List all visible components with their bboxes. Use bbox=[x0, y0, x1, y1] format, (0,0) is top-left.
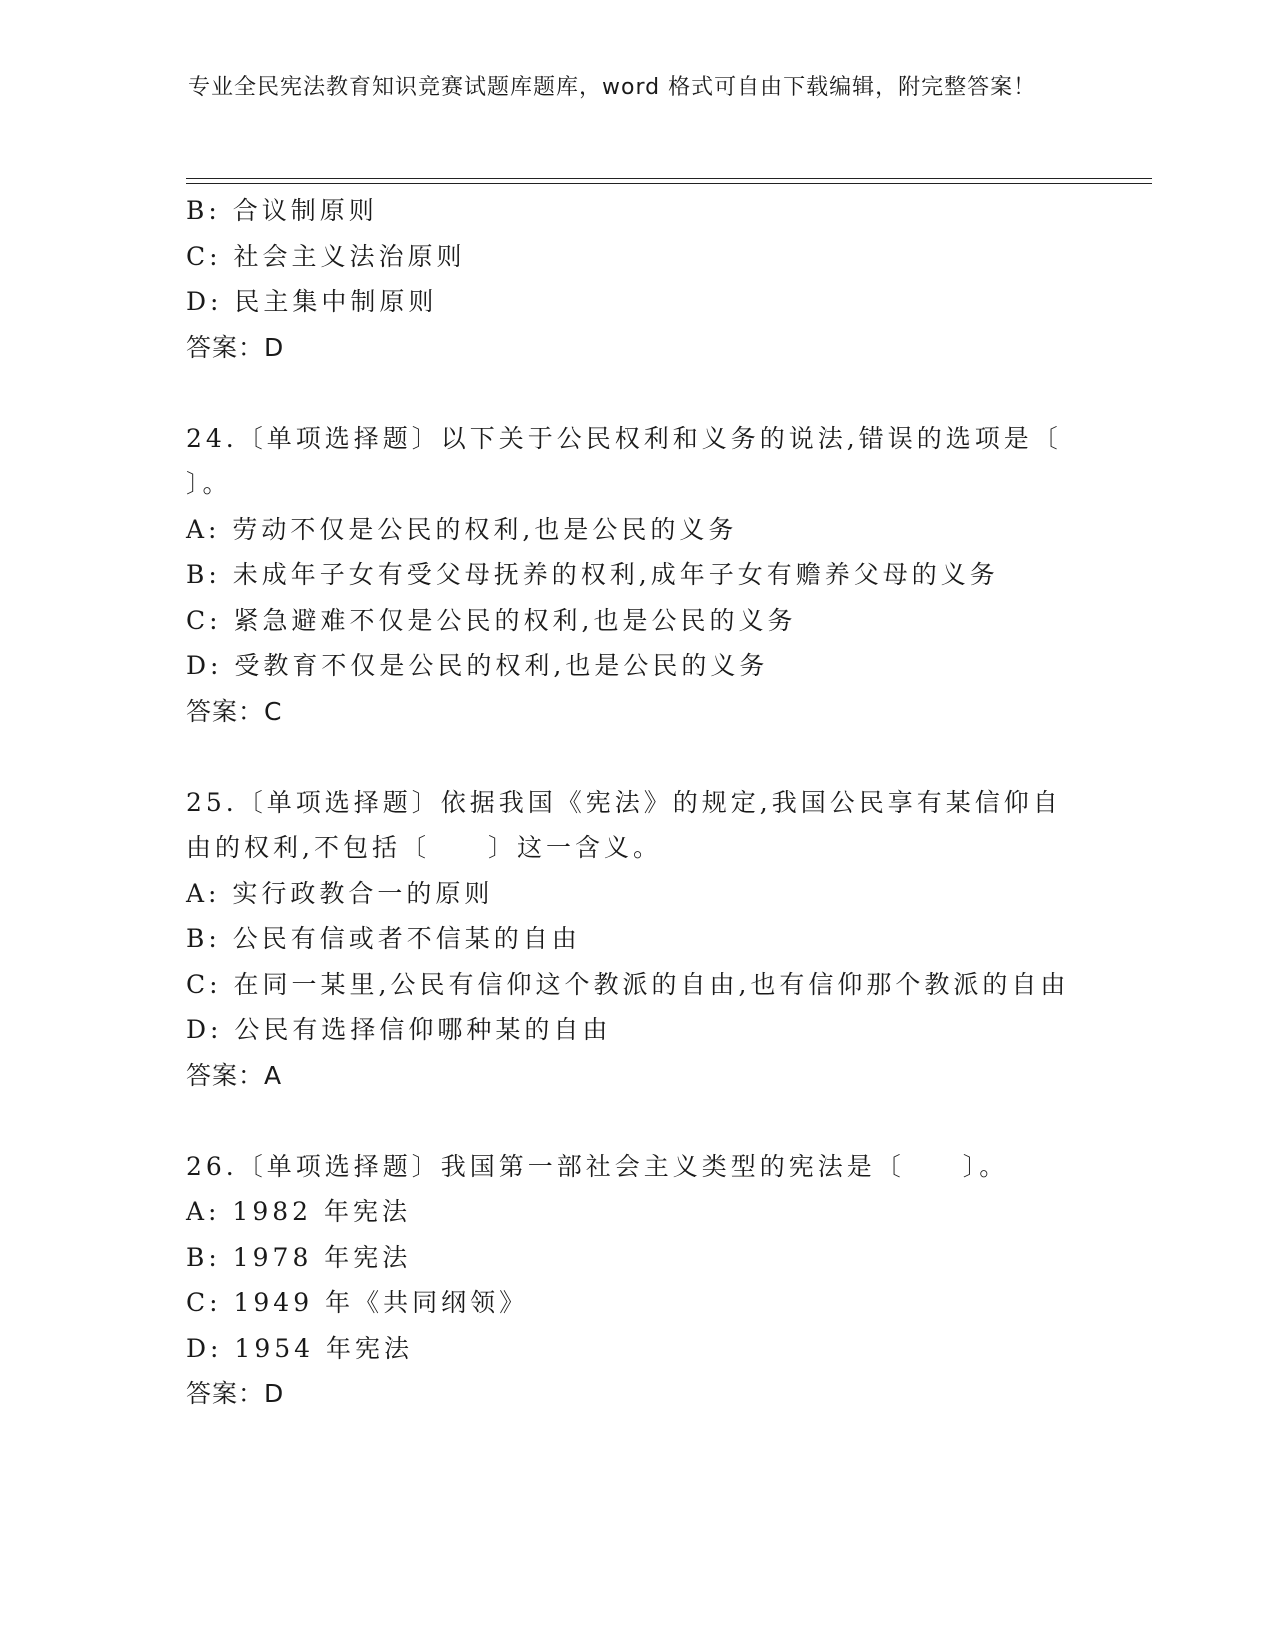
question-text: 由的权利,不包括〔 〕这一含义。 bbox=[186, 833, 662, 862]
option-line: D: 受教育不仅是公民的权利,也是公民的义务 bbox=[186, 651, 769, 680]
question-text: 〕。 bbox=[186, 469, 232, 498]
question-text: 26.〔单项选择题〕我国第一部社会主义类型的宪法是〔 〕。 bbox=[186, 1151, 1009, 1181]
header-rule-bottom bbox=[186, 183, 1152, 184]
page-header: 专业全民宪法教育知识竞赛试题库题库，word 格式可自由下载编辑，附完整答案！ bbox=[188, 75, 1037, 100]
option-line: A: 1982 年宪法 bbox=[186, 1197, 411, 1226]
option-line: B: 公民有信或者不信某的自由 bbox=[186, 924, 581, 953]
spacer bbox=[186, 1098, 1086, 1144]
option-line: C: 1949 年《共同纲领》 bbox=[186, 1288, 529, 1317]
option-line: B: 1978 年宪法 bbox=[186, 1242, 412, 1272]
question-block bbox=[186, 1144, 1086, 1417]
option-line: B: 未成年子女有受父母抚养的权利,成年子女有赡养父母的义务 bbox=[186, 560, 999, 589]
option-line: C: 社会主义法治原则 bbox=[186, 241, 466, 271]
option-line: C: 在同一某里,公民有信仰这个教派的自由,也有信仰那个教派的自由 bbox=[186, 969, 1070, 999]
option-line: A: 实行政教合一的原则 bbox=[186, 878, 494, 908]
answer-line: 答案：A bbox=[186, 1060, 283, 1090]
header-rule-top bbox=[186, 178, 1152, 179]
question-block bbox=[186, 188, 1086, 370]
option-line: B: 合议制原则 bbox=[186, 196, 378, 225]
option-line: C: 紧急避难不仅是公民的权利,也是公民的义务 bbox=[186, 605, 797, 635]
question-block bbox=[186, 780, 1086, 1099]
answer-line: 答案：D bbox=[186, 1379, 285, 1408]
spacer bbox=[186, 734, 1086, 780]
option-line: A: 劳动不仅是公民的权利,也是公民的义务 bbox=[186, 514, 738, 544]
question-text: 24.〔单项选择题〕以下关于公民权利和义务的说法,错误的选项是〔 bbox=[186, 423, 1062, 453]
option-line: D: 民主集中制原则 bbox=[186, 287, 438, 316]
question-block bbox=[186, 416, 1086, 735]
option-line: D: 公民有选择信仰哪种某的自由 bbox=[186, 1015, 612, 1044]
question-text: 25.〔单项选择题〕依据我国《宪法》的规定,我国公民享有某信仰自 bbox=[186, 787, 1062, 817]
answer-line: 答案：D bbox=[186, 332, 285, 362]
question-list bbox=[186, 188, 1086, 1417]
option-line: D: 1954 年宪法 bbox=[186, 1333, 413, 1363]
answer-line: 答案：C bbox=[186, 696, 283, 726]
spacer bbox=[186, 370, 1086, 416]
